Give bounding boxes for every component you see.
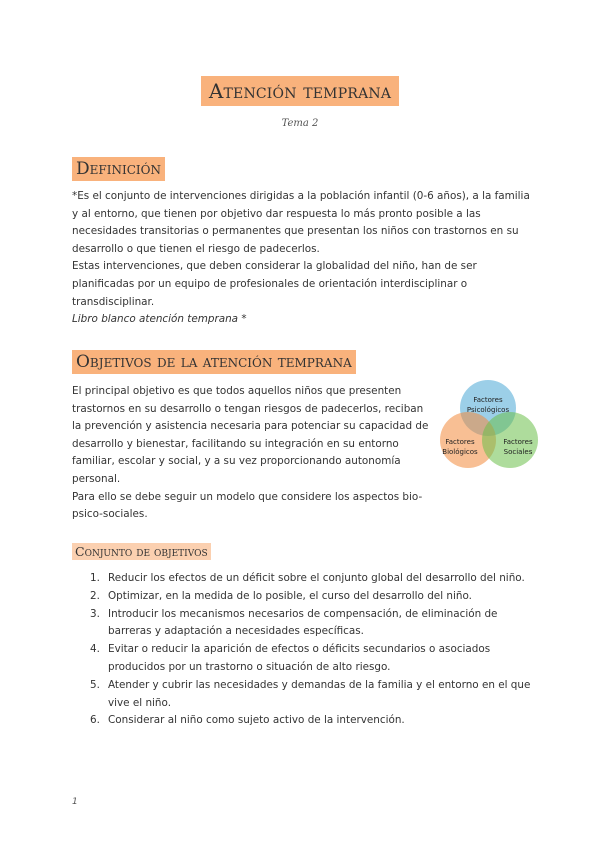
objetivos-list [90,570,540,730]
list-item-number: 2. [90,589,100,602]
objetivos-paragraph-1: El principal objetivo es que todos aquellos niños que presenten trastornos en su desarrollo o tengan riesgos de padecerlos, reciban la prevención y asistencia necesaria para potenciar su capacidad de desarrollo y bienestar, facilitando su integración en su entorno familiar, escolar y social, y a su vez proporcionando autonomía personal. [72,385,429,485]
list-item-text: Atender y cubrir las necesidades y demandas de la familia y el entorno en el que vive el niño. [108,678,531,709]
list-item [90,712,540,730]
venn-top-label-1: Factores [473,396,503,404]
heading-conjunto: Conjunto de objetivos [72,543,211,560]
definicion-text [72,188,532,311]
page-number: 1 [72,797,78,807]
list-item [90,606,540,642]
page-subtitle: Tema 2 [281,118,319,129]
list-item-text: Reducir los efectos de un déficit sobre el conjunto global del desarrollo del niño. [108,572,525,584]
list-item-text: Optimizar, en la medida de lo posible, el curso del desarrollo del niño. [108,589,472,602]
definicion-paragraph-2: Estas intervenciones, que deben considerar la globalidad del niño, han de ser planificadas por un equipo de profesionales de orientación interdisciplinar o transdisciplinar. [72,260,477,308]
list-item-text: Evitar o reducir la aparición de efectos o déficits secundarios o asociados producidos por un trastorno o situación de alto riesgo. [108,643,491,673]
venn-left-label-2: Biológicos [442,448,478,456]
list-item [90,677,540,713]
list-item-number: 3. [90,607,100,620]
title-wrap [0,76,600,106]
venn-right-label-2: Sociales [503,448,533,456]
list-item-number: 5. [90,678,100,691]
definicion-citation: Libro blanco atención temprana * [72,313,247,325]
venn-top-label-2: Psicológicos [466,406,510,414]
list-item-text: Introducir los mecanismos necesarios de compensación, de eliminación de barreras y adaptación a necesidades específicas. [108,607,498,638]
definicion-paragraph-1: *Es el conjunto de intervenciones dirigidas a la población infantil (0-6 años), a la familia y al entorno, que tienen por objetivo dar respuesta lo más pronto posible a las necesidades transitorias o permanentes que presentan los niños con trastornos en su desarrollo o que tienen el riesgo de padecerlos. [72,190,530,255]
objetivos-paragraph-2: Para ello se debe seguir un modelo que considere los aspectos bio-psico-sociales. [72,490,423,521]
list-item-number: 1. [90,572,100,584]
list-item-number: 4. [90,643,100,656]
heading-definicion: Definición [72,157,165,181]
list-item [90,641,540,677]
list-item-number: 6. [90,714,100,727]
heading-objetivos: Objetivos de la atención temprana [72,350,356,374]
list-item [90,570,540,588]
venn-left-label-1: Factores [445,438,475,446]
venn-right-label-1: Factores [503,438,533,446]
page-title: Atención temprana [201,76,399,106]
list-item [90,588,540,606]
objetivos-text [72,383,432,524]
list-item-text: Considerar al niño como sujeto activo de la intervención. [108,714,405,727]
venn-diagram [420,378,556,488]
